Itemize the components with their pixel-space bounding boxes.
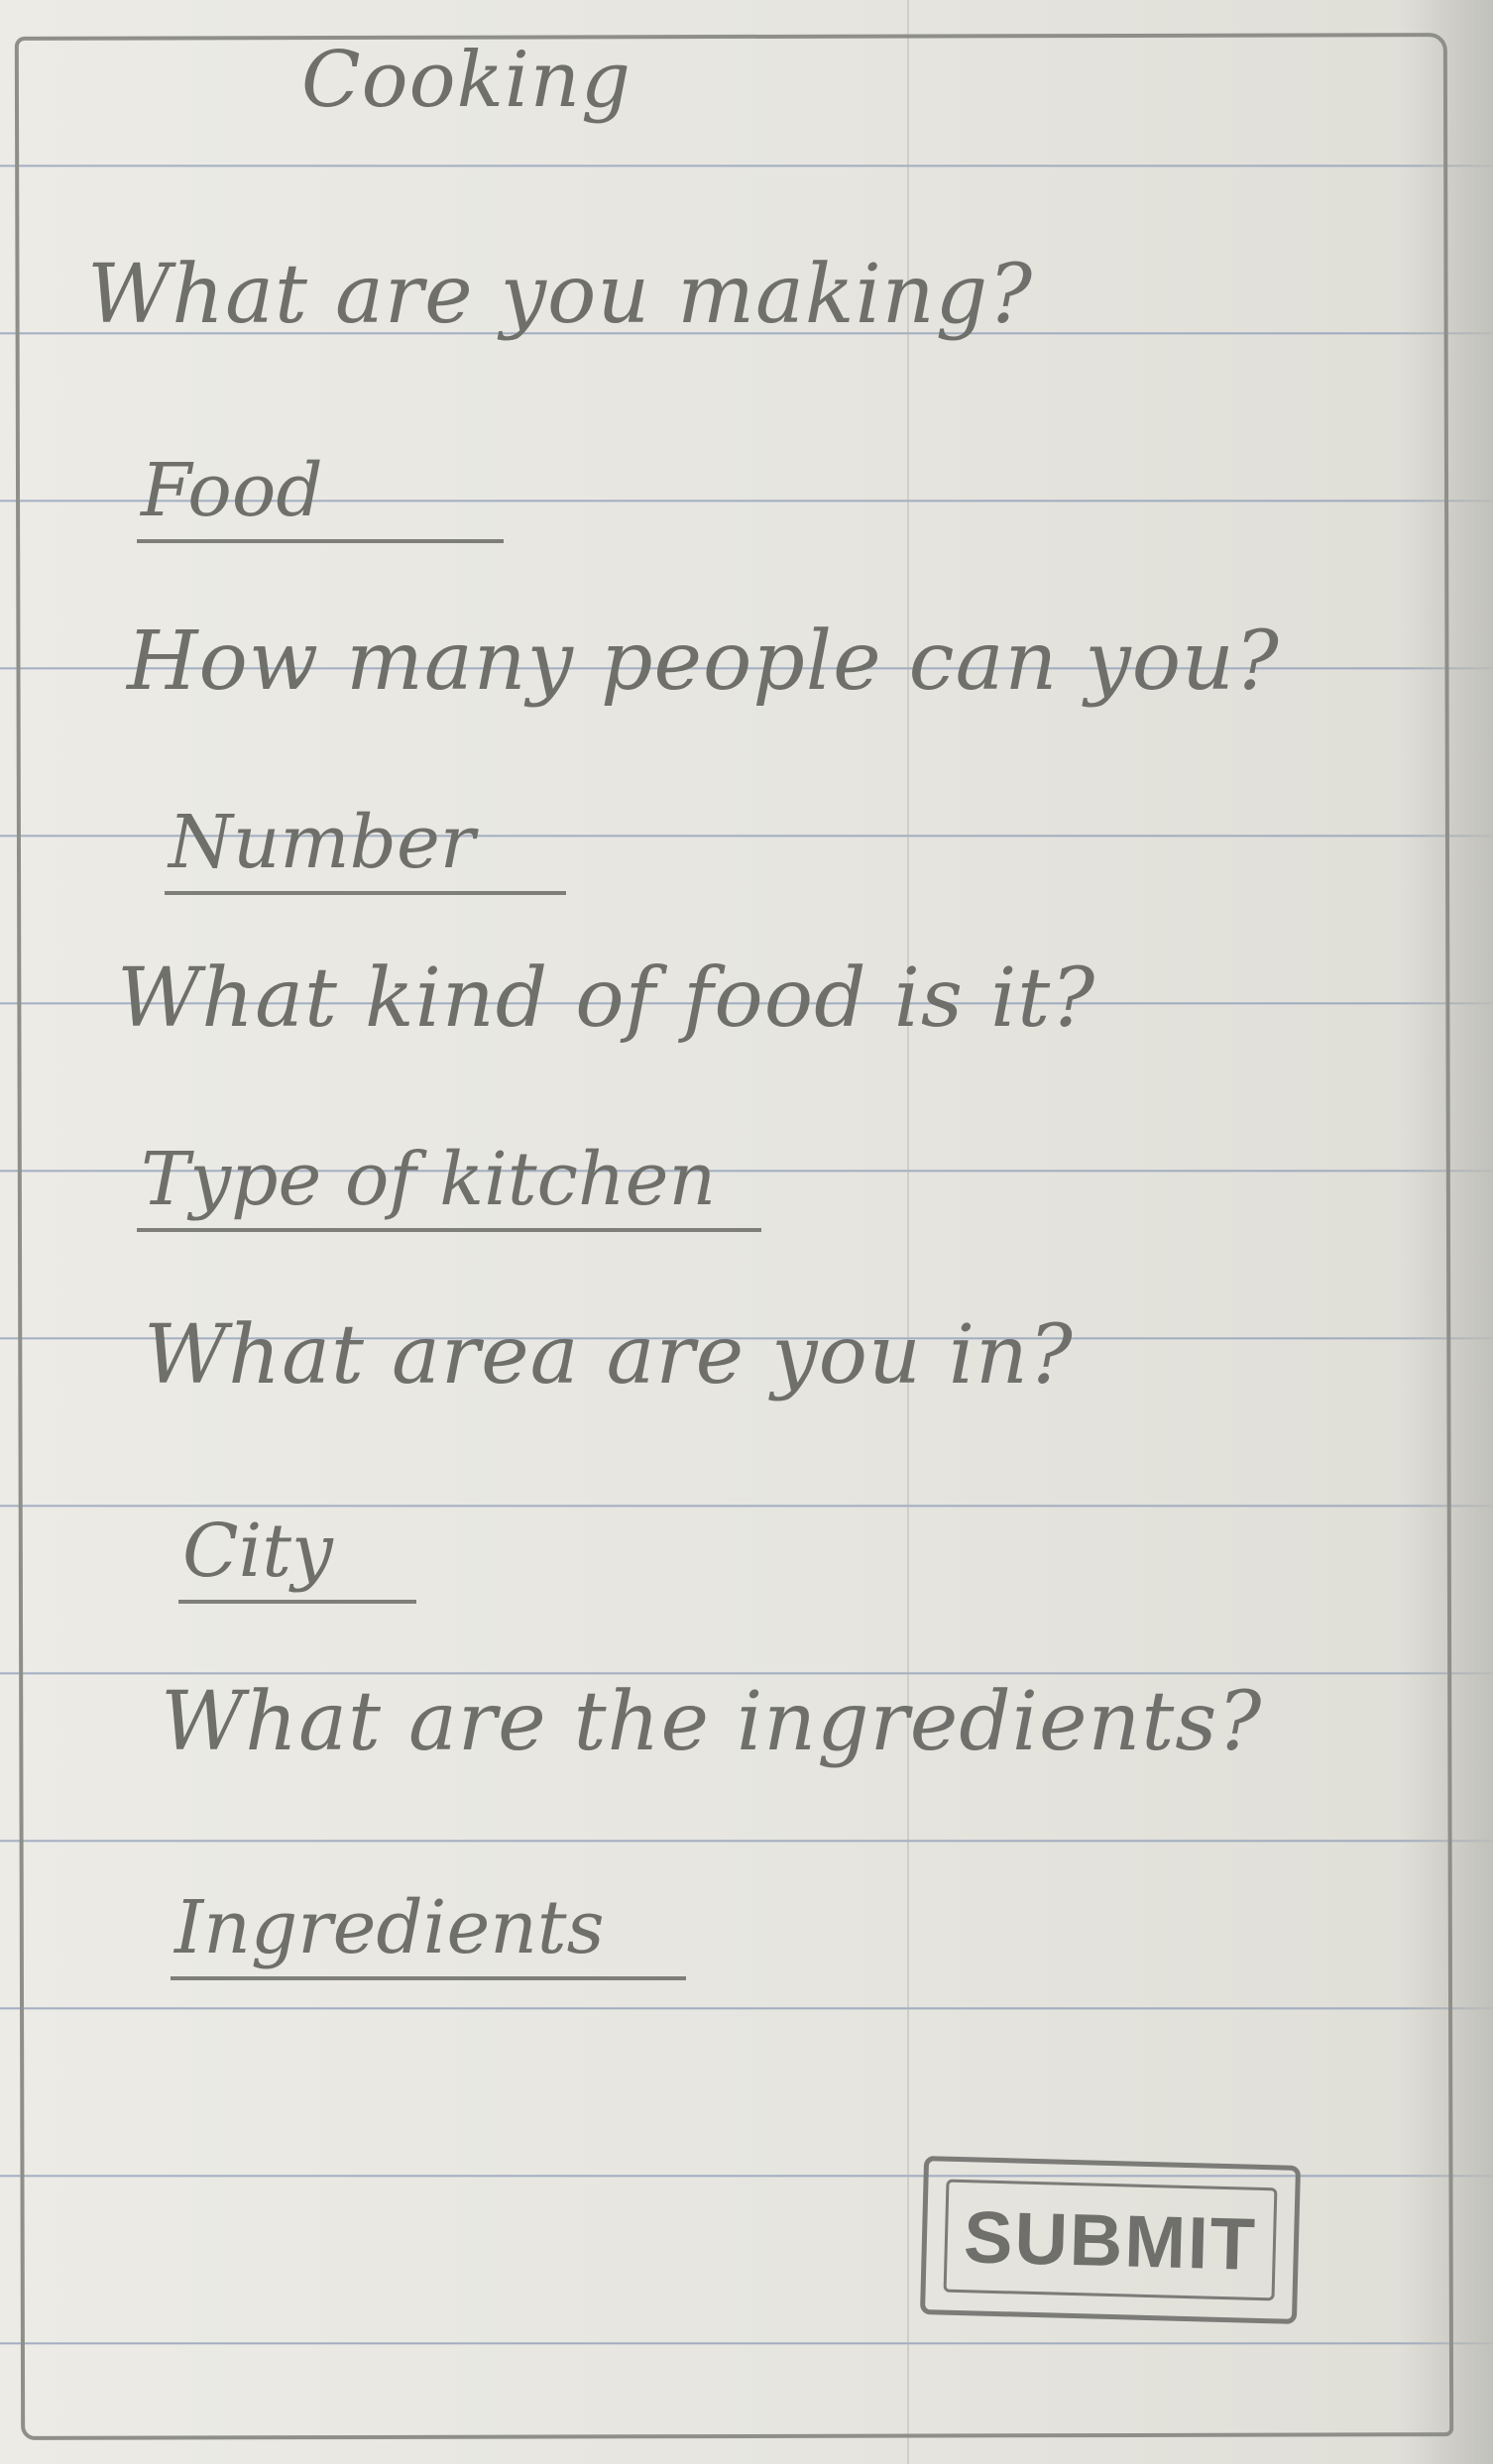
question-label-area: What area are you in?	[144, 1308, 1074, 1402]
submit-button-label: SUBMIT	[963, 2194, 1258, 2286]
number-input[interactable]: Number	[165, 798, 566, 895]
question-label-ingredients: What are the ingredients?	[161, 1675, 1263, 1769]
wireframe-screen	[15, 33, 1453, 2440]
submit-button[interactable]	[920, 2156, 1301, 2324]
food-input[interactable]: Food	[137, 446, 504, 543]
page-title: Cooking	[301, 36, 632, 125]
kitchen-type-input[interactable]: Type of kitchen	[137, 1135, 761, 1232]
question-label-making: What are you making?	[87, 248, 1034, 342]
city-input[interactable]: City	[178, 1507, 416, 1604]
question-label-people: How many people can you?	[127, 615, 1280, 709]
question-label-food-kind: What kind of food is it?	[117, 952, 1096, 1046]
ingredients-input[interactable]: Ingredients	[171, 1883, 686, 1980]
